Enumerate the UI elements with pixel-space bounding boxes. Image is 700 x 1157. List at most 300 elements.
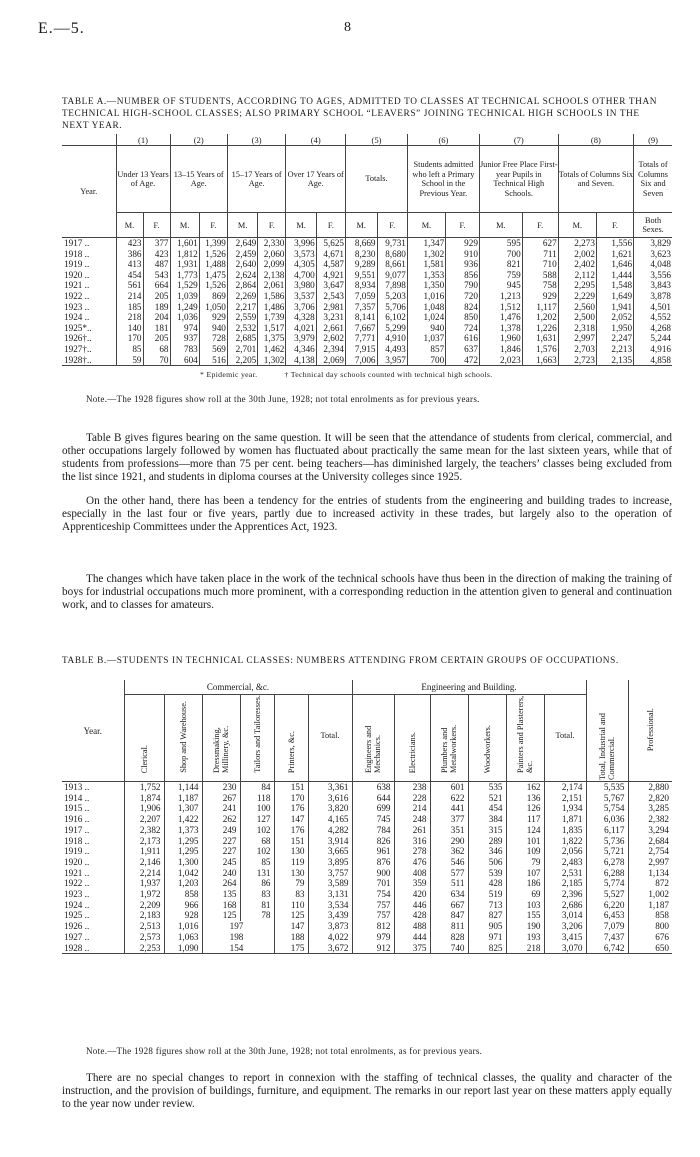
table-cell: 3,623 <box>650 248 671 259</box>
table-cell: 162 <box>506 782 544 793</box>
table-cell: 3,895 <box>308 857 352 868</box>
table-cell: 857 <box>407 344 445 355</box>
table-cell: 107 <box>506 868 544 879</box>
table-cell: 8,934 <box>346 280 378 291</box>
table-cell: 929 <box>522 291 558 302</box>
table-cell: 487 <box>143 259 170 270</box>
table-cell: 8,230 <box>346 249 378 260</box>
male-header: M. <box>346 213 378 238</box>
female-header: F. <box>522 213 558 238</box>
table-cell: 546 <box>430 857 468 868</box>
table-cell: 1,302 <box>407 249 445 260</box>
year-cell: 1916 .. <box>62 814 124 825</box>
table-cell: 3,843 <box>650 280 671 291</box>
column-header: 13–15 Years of Age. <box>170 146 227 213</box>
year-header: Year. <box>62 680 124 782</box>
table-cell: 5,535 <box>586 782 628 793</box>
table-cell: 86 <box>240 878 274 889</box>
table-cell: 745 <box>352 814 394 825</box>
table-cell: 218 <box>506 943 544 954</box>
table-cell: 315 <box>468 825 506 836</box>
table-cell: 1,050 <box>199 302 227 313</box>
table-cell: 3,537 <box>286 291 316 302</box>
year-cell: 1923 .. <box>62 302 116 313</box>
table-cell: 6,102 <box>377 312 407 323</box>
table-cell: 2,559 <box>227 312 257 323</box>
table-cell: 2,213 <box>596 344 633 355</box>
table-cell: 68 <box>240 836 274 847</box>
table-cell: 8,669 <box>346 238 378 249</box>
table-cell: 1,016 <box>164 921 202 932</box>
table-cell: 826 <box>352 836 394 847</box>
table-cell: 4,921 <box>316 270 345 281</box>
year-cell: 1928 .. <box>62 943 124 954</box>
table-cell: 3,573 <box>286 249 316 260</box>
table-cell: 637 <box>446 344 480 355</box>
table-cell: 9,731 <box>377 238 407 249</box>
year-cell: 1913 .. <box>62 782 124 793</box>
column-header: Electricians. <box>407 731 417 773</box>
paragraph: The changes which have taken place in the work of the technical schools have thus been in the direction of making the training of boys for industrial occupations much more prominent, with a corresponding reduction in the attention given to general and continuation work, and to classes for amateurs. <box>62 573 672 611</box>
table-cell: 189 <box>143 302 170 313</box>
table-cell: 2,981 <box>316 302 345 313</box>
column-header: Shop and Warehouse. <box>178 701 188 773</box>
table-cell: 1,039 <box>170 291 199 302</box>
table-cell: 377 <box>430 814 468 825</box>
table-cell: 3,294 <box>648 824 669 835</box>
table-cell: 2,513 <box>124 921 164 932</box>
table-row <box>62 249 672 260</box>
table-cell: 118 <box>240 793 274 804</box>
table-cell: 316 <box>394 836 430 847</box>
table-cell: 1,773 <box>170 270 199 281</box>
female-header: F. <box>377 213 407 238</box>
table-cell: 506 <box>468 857 506 868</box>
table-cell: 856 <box>446 270 480 281</box>
male-header: M. <box>558 213 596 238</box>
table-row <box>62 238 672 249</box>
table-cell: 262 <box>202 814 240 825</box>
table-cell: 1,663 <box>522 355 558 366</box>
male-header: M. <box>170 213 199 238</box>
female-header: F. <box>258 213 286 238</box>
year-cell: 1922 .. <box>62 878 124 889</box>
table-cell: 5,244 <box>650 333 671 344</box>
table-cell: 103 <box>506 900 544 911</box>
table-cell: 966 <box>164 900 202 911</box>
table-cell: 2,273 <box>558 238 596 249</box>
table-cell: 912 <box>352 943 394 954</box>
table-cell: 359 <box>394 878 430 889</box>
closing-paragraph: There are no special changes to report in connexion with the staffing of technical classes, the quality and character of the instruction, and the provision of buildings, furniture, and equipment. The remarks in our report last year on these matters apply equally to the year now under review. <box>62 1072 672 1110</box>
table-cell: 2,214 <box>124 868 164 879</box>
table-cell: 4,858 <box>634 355 672 366</box>
table-cell: 961 <box>352 846 394 857</box>
table-cell: 1,037 <box>407 333 445 344</box>
table-cell: 535 <box>468 782 506 793</box>
table-cell: 2,151 <box>544 793 586 804</box>
column-header: Professional. <box>645 707 655 752</box>
column-header: Totals of Columns Six and Seven <box>634 146 672 213</box>
table-cell: 423 <box>143 249 170 260</box>
table-cell: 759 <box>479 270 522 281</box>
table-cell: 905 <box>468 921 506 932</box>
table-cell: 6,036 <box>586 814 628 825</box>
table-cell: 974 <box>170 323 199 334</box>
column-header: Printers, &c. <box>286 730 296 773</box>
year-cell: 1918 .. <box>62 249 116 260</box>
table-cell: 627 <box>522 238 558 249</box>
column-header: Clerical. <box>139 744 149 773</box>
table-cell: 428 <box>468 878 506 889</box>
table-cell: 2,146 <box>124 857 164 868</box>
table-cell: 1,526 <box>199 249 227 260</box>
table-cell: 876 <box>352 857 394 868</box>
table-cell: 1,911 <box>124 846 164 857</box>
table-cell: 227 <box>202 846 240 857</box>
table-cell: 205 <box>143 291 170 302</box>
table-cell: 3,415 <box>544 932 586 943</box>
table-row <box>62 280 672 291</box>
table-cell: 2,002 <box>558 249 596 260</box>
table-cell: 59 <box>116 355 143 366</box>
column-header: Total. <box>308 695 352 782</box>
table-cell: 1,476 <box>479 312 522 323</box>
table-cell: 267 <box>202 793 240 804</box>
table-cell: 757 <box>352 900 394 911</box>
year-cell: 1920 .. <box>62 270 116 281</box>
table-cell: 2,684 <box>648 835 669 846</box>
table-cell: 175 <box>274 943 308 954</box>
table-cell: 2,052 <box>596 312 633 323</box>
table-cell: 1,822 <box>544 836 586 847</box>
year-cell: 1918 .. <box>62 836 124 847</box>
sex-header-row <box>62 213 672 238</box>
table-cell: 2,820 <box>648 792 669 803</box>
table-cell: 2,205 <box>227 355 257 366</box>
col-number: (6) <box>407 134 479 146</box>
table-cell: 1,048 <box>407 302 445 313</box>
table-cell: 81 <box>240 900 274 911</box>
table-cell: 241 <box>202 803 240 814</box>
col-number: (3) <box>227 134 286 146</box>
table-cell: 5,299 <box>377 323 407 334</box>
table-cell: 1,556 <box>596 238 633 249</box>
table-cell: 1,931 <box>170 259 199 270</box>
table-cell: 408 <box>394 868 430 879</box>
table-row <box>62 803 672 814</box>
table-cell: 1,187 <box>164 793 202 804</box>
column-number-row <box>62 134 672 146</box>
table-cell: 7,771 <box>346 333 378 344</box>
year-cell: 1925 .. <box>62 910 124 921</box>
table-cell: 151 <box>274 782 308 793</box>
table-row <box>62 270 672 281</box>
table-cell: 2,229 <box>558 291 596 302</box>
table-cell: 2,864 <box>227 280 257 291</box>
column-header: Totals. <box>346 146 408 213</box>
table-row <box>62 846 672 857</box>
col-number: (7) <box>479 134 558 146</box>
table-row <box>62 312 672 323</box>
table-cell: 940 <box>199 323 227 334</box>
table-cell: 1,835 <box>544 825 586 836</box>
table-cell: 4,700 <box>286 270 316 281</box>
table-cell: 667 <box>430 900 468 911</box>
table-cell: 454 <box>116 270 143 281</box>
table-cell: 2,402 <box>558 259 596 270</box>
table-cell: 151 <box>274 836 308 847</box>
column-header: Plumbers and Metalworkers. <box>440 724 458 773</box>
table-cell: 2,217 <box>227 302 257 313</box>
table-cell: 188 <box>274 932 308 943</box>
table-cell: 5,736 <box>586 836 628 847</box>
table-cell: 130 <box>274 868 308 879</box>
table-cell: 1,950 <box>596 323 633 334</box>
table-cell: 351 <box>430 825 468 836</box>
table-cell: 539 <box>468 868 506 879</box>
table-cell: 1,526 <box>199 280 227 291</box>
table-cell: 1,375 <box>258 333 286 344</box>
table-row <box>62 932 672 943</box>
table-cell: 850 <box>446 312 480 323</box>
table-cell: 6,742 <box>586 943 628 954</box>
table-cell: 754 <box>352 889 394 900</box>
table-cell: 3,914 <box>308 836 352 847</box>
female-header: F. <box>143 213 170 238</box>
table-cell: 945 <box>479 280 522 291</box>
table-cell: 1,812 <box>170 249 199 260</box>
table-cell: 446 <box>394 900 430 911</box>
table-cell: 176 <box>274 803 308 814</box>
female-header: F. <box>596 213 633 238</box>
table-cell: 154 <box>202 943 274 954</box>
table-row <box>62 814 672 825</box>
table-cell: 2,069 <box>316 355 345 366</box>
table-cell: 4,021 <box>286 323 316 334</box>
table-cell: 511 <box>430 878 468 889</box>
table-cell: 441 <box>430 803 468 814</box>
table-row <box>62 355 672 366</box>
table-cell: 125 <box>202 910 240 921</box>
table-a-caption: TABLE A.—NUMBER OF STUDENTS, ACCORDING TO AGES, ADMITTED TO CLASSES AT TECHNICAL SCHOOLS OTHER THAN TECHNICAL HIGH-SCHOOL CLASSES; ALSO PRIMARY SCHOOL “LEAVERS” JOINING TECHNICAL HIGH SCHOOLS IN THE NEXT YEAR. <box>62 97 658 131</box>
table-cell: 1,307 <box>164 803 202 814</box>
table-cell: 740 <box>430 943 468 954</box>
table-cell: 102 <box>240 846 274 857</box>
table-cell: 724 <box>446 323 480 334</box>
table-cell: 181 <box>143 323 170 334</box>
table-cell: 3,647 <box>316 280 345 291</box>
table-cell: 155 <box>506 910 544 921</box>
table-cell: 811 <box>430 921 468 932</box>
table-cell: 699 <box>352 803 394 814</box>
table-cell: 3,820 <box>308 803 352 814</box>
table-cell: 6,220 <box>586 900 628 911</box>
table-cell: 488 <box>394 921 430 932</box>
table-cell: 2,099 <box>258 259 286 270</box>
table-cell: 2,703 <box>558 344 596 355</box>
table-cell: 7,059 <box>346 291 378 302</box>
table-cell: 1,202 <box>522 312 558 323</box>
table-cell: 124 <box>506 825 544 836</box>
table-cell: 1,646 <box>596 259 633 270</box>
year-cell: 1926†.. <box>62 333 116 344</box>
year-cell: 1924 .. <box>62 312 116 323</box>
table-cell: 119 <box>274 857 308 868</box>
year-cell: 1919 .. <box>62 846 124 857</box>
table-cell: 136 <box>506 793 544 804</box>
table-cell: 289 <box>468 836 506 847</box>
table-cell: 248 <box>394 814 430 825</box>
table-cell: 1,517 <box>258 323 286 334</box>
table-row <box>62 889 672 900</box>
table-cell: 1,576 <box>522 344 558 355</box>
table-b-body <box>62 782 672 954</box>
female-header: F. <box>316 213 345 238</box>
table-cell: 420 <box>394 889 430 900</box>
table-cell: 728 <box>199 333 227 344</box>
table-cell: 577 <box>430 868 468 879</box>
column-header: Total, Industrial and Commercial. <box>598 713 616 780</box>
table-cell: 384 <box>468 814 506 825</box>
table-cell: 4,552 <box>650 312 671 323</box>
table-cell: 2,560 <box>558 302 596 313</box>
table-cell: 4,268 <box>650 322 671 333</box>
table-b-note: Note.—The 1928 figures show roll at the 30th June, 1928; not total enrolments, as for previous years. <box>86 1046 483 1056</box>
table-cell: 858 <box>164 889 202 900</box>
table-cell: 125 <box>274 910 308 921</box>
table-cell: 135 <box>202 889 240 900</box>
table-cell: 2,174 <box>544 782 586 793</box>
table-cell: 6,117 <box>586 825 628 836</box>
table-cell: 516 <box>199 355 227 366</box>
table-cell: 2,532 <box>227 323 257 334</box>
table-cell: 444 <box>394 932 430 943</box>
column-header: Students admitted who left a Primary School in the Previous Year. <box>407 146 479 213</box>
column-header-row <box>62 146 672 213</box>
table-cell: 214 <box>116 291 143 302</box>
table-cell: 3,979 <box>286 333 316 344</box>
table-cell: 2,112 <box>558 270 596 281</box>
table-cell: 428 <box>394 910 430 921</box>
male-header: M. <box>116 213 143 238</box>
column-header: Junior Free Place First-year Pupils in Technical High Schools. <box>479 146 558 213</box>
table-cell: 110 <box>274 900 308 911</box>
table-cell: 1,347 <box>407 238 445 249</box>
table-cell: 1,373 <box>164 825 202 836</box>
table-cell: 1,649 <box>596 291 633 302</box>
table-cell: 1,300 <box>164 857 202 868</box>
table-cell: 346 <box>468 846 506 857</box>
year-cell: 1923 .. <box>62 889 124 900</box>
col-number: (8) <box>558 134 633 146</box>
table-cell: 2,173 <box>124 836 164 847</box>
table-row <box>62 323 672 334</box>
year-cell: 1926 .. <box>62 921 124 932</box>
table-cell: 1,422 <box>164 814 202 825</box>
table-cell: 102 <box>240 825 274 836</box>
paragraph: On the other hand, there has been a tendency for the entries of students from the engineering and building trades to increase, especially in the last four or five years, partly due to increased activity in these trades, but largely also to the operation of Apprenticeship Committees under the Apprentices Act, 1923. <box>62 495 672 533</box>
table-cell: 900 <box>352 868 394 879</box>
year-cell: 1917 .. <box>62 238 116 249</box>
table-cell: 800 <box>655 921 669 932</box>
table-cell: 3,996 <box>286 238 316 249</box>
table-cell: 616 <box>446 333 480 344</box>
table-row <box>62 868 672 879</box>
table-cell: 1,874 <box>124 793 164 804</box>
table-cell: 3,556 <box>650 269 671 280</box>
table-cell: 1,350 <box>407 280 445 291</box>
table-cell: 1,444 <box>596 270 633 281</box>
table-cell: 1,353 <box>407 270 445 281</box>
year-cell: 1924 .. <box>62 900 124 911</box>
table-cell: 2,754 <box>648 846 669 857</box>
table-cell: 2,483 <box>544 857 586 868</box>
table-cell: 2,701 <box>227 344 257 355</box>
table-cell: 227 <box>202 836 240 847</box>
table-cell: 2,649 <box>227 238 257 249</box>
table-cell: 9,551 <box>346 270 378 281</box>
table-row <box>62 943 672 954</box>
table-cell: 928 <box>164 910 202 921</box>
table-cell: 117 <box>506 814 544 825</box>
male-header: M. <box>407 213 445 238</box>
table-cell: 1,581 <box>407 259 445 270</box>
table-cell: 100 <box>240 803 274 814</box>
table-cell: 3,231 <box>316 312 345 323</box>
table-b-caption: TABLE B.—STUDENTS IN TECHNICAL CLASSES: NUMBERS ATTENDING FROM CERTAIN GROUPS OF OCCUPATIONS. <box>62 656 619 666</box>
table-cell: 2,543 <box>316 291 345 302</box>
table-cell: 205 <box>143 333 170 344</box>
table-cell: 290 <box>430 836 468 847</box>
table-cell: 83 <box>274 889 308 900</box>
table-cell: 476 <box>394 857 430 868</box>
table-cell: 2,531 <box>544 868 586 879</box>
table-cell: 5,754 <box>586 803 628 814</box>
table-cell: 8,680 <box>377 249 407 260</box>
table-cell: 825 <box>468 943 506 954</box>
table-cell: 869 <box>199 291 227 302</box>
table-cell: 4,501 <box>650 301 671 312</box>
table-cell: 8,141 <box>346 312 378 323</box>
table-cell: 7,437 <box>586 932 628 943</box>
table-cell: 1,871 <box>544 814 586 825</box>
table-cell: 472 <box>446 355 480 366</box>
table-cell: 3,878 <box>650 290 671 301</box>
table-cell: 622 <box>430 793 468 804</box>
table-cell: 2,209 <box>124 900 164 911</box>
table-cell: 1,846 <box>479 344 522 355</box>
table-cell: 1,601 <box>170 238 199 249</box>
table-cell: 2,295 <box>558 280 596 291</box>
table-cell: 168 <box>202 900 240 911</box>
col-number: (1) <box>116 134 170 146</box>
table-row <box>62 825 672 836</box>
table-cell: 1,187 <box>648 899 669 910</box>
table-cell: 2,247 <box>596 333 633 344</box>
table-cell: 101 <box>506 836 544 847</box>
table-cell: 214 <box>394 803 430 814</box>
table-cell: 79 <box>506 857 544 868</box>
table-cell: 3,672 <box>308 943 352 954</box>
table-cell: 4,305 <box>286 259 316 270</box>
year-cell: 1919 .. <box>62 259 116 270</box>
table-cell: 824 <box>446 302 480 313</box>
table-cell: 2,396 <box>544 889 586 900</box>
column-header: Engineers and Mechanics. <box>364 725 382 773</box>
table-cell: 519 <box>468 889 506 900</box>
table-cell: 8,661 <box>377 259 407 270</box>
